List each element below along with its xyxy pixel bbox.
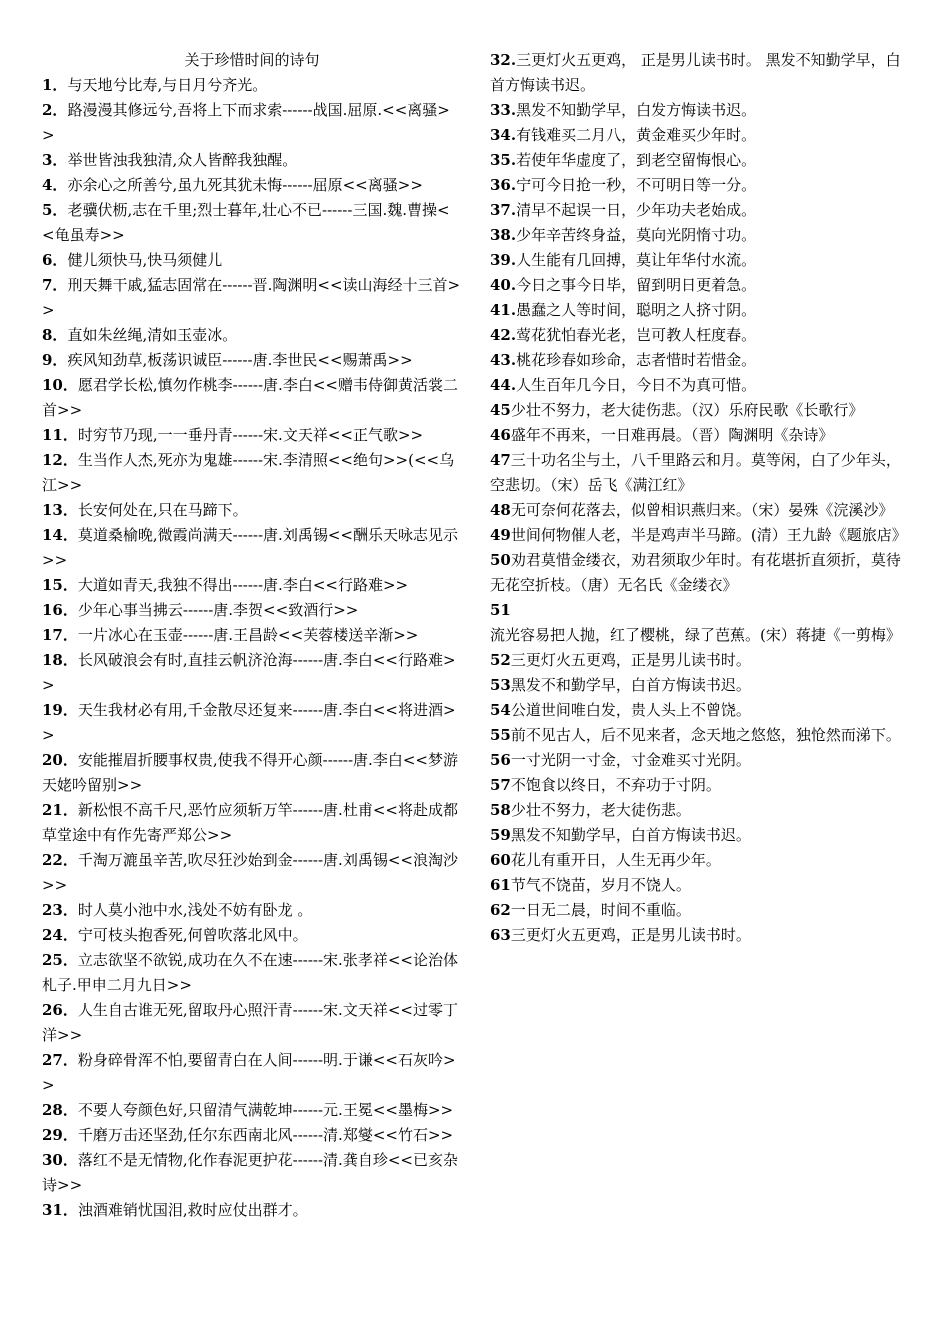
poem-entry <box>490 598 915 648</box>
poem-entry <box>42 898 462 923</box>
entry-text: 举世皆浊我独清,众人皆醉我独醒。 <box>67 151 298 169</box>
entry-text: 路漫漫其修远兮,吾将上下而求索------战国.屈原.<<离骚>> <box>42 101 450 144</box>
entry-text: 生当作人杰,死亦为鬼雄------宋.李清照<<绝句>>(<<乌江>> <box>42 451 455 494</box>
poem-entry <box>42 423 462 448</box>
entry-text: 少壮不努力，老大徒伤悲。 <box>510 801 691 819</box>
entry-text: 公道世间唯白发，贵人头上不曾饶。 <box>510 701 751 719</box>
poem-entry <box>42 448 462 498</box>
poem-entry <box>490 448 915 498</box>
left-column <box>42 48 462 1223</box>
entry-text: 黑发不知勤学早，白发方悔读书迟。 <box>516 101 757 119</box>
entry-text: 少壮不努力，老大徒伤悲。（汉）乐府民歌《长歌行》 <box>510 401 864 419</box>
poem-entry <box>490 423 915 448</box>
poem-entry <box>490 323 915 348</box>
entry-text: 不饱食以终日，不弃功于寸阴。 <box>510 776 721 794</box>
entry-text: 愿君学长松,慎勿作桃李------唐.李白<<赠韦侍御黄活裳二首>> <box>42 376 458 419</box>
poem-entry <box>42 73 462 98</box>
entry-number: 27． <box>42 1051 78 1069</box>
poem-entry <box>490 48 915 98</box>
poem-entry <box>42 1098 462 1123</box>
entry-number: 32. <box>490 51 517 69</box>
entry-number: 11． <box>42 426 78 444</box>
entry-number: 13． <box>42 501 78 519</box>
poem-entry <box>490 548 915 598</box>
poem-entry <box>490 698 915 723</box>
entry-text: 安能摧眉折腰事权贵,使我不得开心颜------唐.李白<<梦游天姥吟留别>> <box>42 751 458 794</box>
poem-entry <box>42 248 462 273</box>
entry-text: 疾风知劲草,板荡识诚臣------唐.李世民<<赐萧禹>> <box>67 351 413 369</box>
entry-number: 20． <box>42 751 78 769</box>
poem-entry <box>490 898 915 923</box>
poem-entry <box>42 373 462 423</box>
entry-number: 59 <box>490 826 511 844</box>
entry-text: 长安何处在,只在马蹄下。 <box>77 501 248 519</box>
poem-entry <box>490 923 915 948</box>
poem-entry <box>490 748 915 773</box>
entry-text: 大道如青天,我独不得出------唐.李白<<行路难>> <box>77 576 409 594</box>
poem-entry <box>490 848 915 873</box>
poem-entry <box>490 173 915 198</box>
entry-number: 60 <box>490 851 511 869</box>
poem-entry <box>490 398 915 423</box>
poem-entry <box>42 798 462 848</box>
right-poem-list <box>490 48 915 948</box>
entry-number: 8． <box>42 326 68 344</box>
entry-number: 45 <box>490 401 511 419</box>
entry-number: 44. <box>490 376 517 394</box>
entry-number: 52 <box>490 651 511 669</box>
entry-text: 无可奈何花落去，似曾相识燕归来。（宋）晏殊《浣溪沙》 <box>510 501 894 519</box>
entry-number: 4． <box>42 176 68 194</box>
poem-entry <box>490 773 915 798</box>
poem-entry <box>490 873 915 898</box>
entry-text: 新松恨不高千尺,恶竹应须斩万竿------唐.杜甫<<将赴成都草堂途中有作先寄严郑公>> <box>42 801 458 844</box>
poem-entry <box>42 1148 462 1198</box>
poem-entry <box>490 298 915 323</box>
entry-number: 23． <box>42 901 78 919</box>
entry-number: 58 <box>490 801 511 819</box>
entry-text: 与天地兮比寿,与日月兮齐光。 <box>67 76 268 94</box>
entry-text: 三十功名尘与土，八千里路云和月。莫等闲，白了少年头，空悲切。（宋）岳飞《满江红》 <box>490 451 901 494</box>
entry-number: 33. <box>490 101 517 119</box>
entry-text: 花儿有重开日，人生无再少年。 <box>510 851 721 869</box>
entry-text: 粉身碎骨浑不怕,要留青白在人间------明.于谦<<石灰吟>> <box>42 1051 456 1094</box>
poem-entry <box>490 98 915 123</box>
entry-text: 三更灯火五更鸡，正是男儿读书时。 <box>510 651 751 669</box>
entry-number: 41. <box>490 301 517 319</box>
poem-entry <box>490 348 915 373</box>
entry-text: 前不见古人，后不见来者，念天地之悠悠，独怆然而涕下。 <box>510 726 901 744</box>
poem-entry <box>42 623 462 648</box>
entry-text: 若使年华虚度了，到老空留悔恨心。 <box>516 151 757 169</box>
poem-entry <box>42 148 462 173</box>
poem-entry <box>42 648 462 698</box>
entry-number: 6． <box>42 251 68 269</box>
entry-text: 宁可今日抢一秒，不可明日等一分。 <box>516 176 757 194</box>
poem-entry <box>490 198 915 223</box>
entry-text: 三更灯火五更鸡， 正是男儿读书时。 黑发不知勤学早，白首方悔读书迟。 <box>490 51 901 94</box>
entry-number: 56 <box>490 751 511 769</box>
entry-text: 一日无二晨，时间不重临。 <box>510 901 691 919</box>
entry-text: 老骥伏枥,志在千里;烈士暮年,壮心不已------三国.魏.曹操<<龟虽寿>> <box>42 201 450 244</box>
entry-text: 千淘万漉虽辛苦,吹尽狂沙始到金------唐.刘禹锡<<浪淘沙>> <box>42 851 458 894</box>
poem-entry <box>490 673 915 698</box>
entry-number: 3． <box>42 151 68 169</box>
poem-entry <box>42 1198 462 1223</box>
poem-entry <box>42 98 462 148</box>
right-column <box>490 48 915 948</box>
poem-entry <box>490 373 915 398</box>
poem-entry <box>42 748 462 798</box>
poem-entry <box>490 148 915 173</box>
entry-text: 少年心事当拂云------唐.李贺<<致酒行>> <box>77 601 359 619</box>
entry-text: 有钱难买二月八，黄金难买少年时。 <box>516 126 757 144</box>
entry-number: 7． <box>42 276 68 294</box>
poem-entry <box>42 1048 462 1098</box>
entry-number: 12． <box>42 451 78 469</box>
entry-text: 三更灯火五更鸡，正是男儿读书时。 <box>510 926 751 944</box>
entry-text: 少年辛苦终身益，莫向光阴惰寸功。 <box>516 226 757 244</box>
poem-entry <box>490 798 915 823</box>
entry-number: 26． <box>42 1001 78 1019</box>
entry-text: 落红不是无情物,化作春泥更护花------清.龚自珍<<已亥杂诗>> <box>42 1151 458 1194</box>
entry-text: 世间何物催人老，半是鸡声半马蹄。(清）王九龄《题旅店》 <box>510 526 907 544</box>
entry-number: 63 <box>490 926 511 944</box>
entry-text: 一寸光阴一寸金，寸金难买寸光阴。 <box>510 751 751 769</box>
entry-number: 53 <box>490 676 511 694</box>
poem-entry <box>42 573 462 598</box>
entry-number: 18． <box>42 651 78 669</box>
poem-entry <box>490 648 915 673</box>
entry-number: 43. <box>490 351 517 369</box>
entry-number: 9． <box>42 351 68 369</box>
poem-entry <box>42 998 462 1048</box>
entry-text: 莫道桑榆晚,微霞尚满天------唐.刘禹锡<<酬乐天咏志见示>> <box>42 526 458 569</box>
entry-text: 黑发不和勤学早，白首方悔读书迟。 <box>510 676 751 694</box>
entry-text: 节气不饶苗，岁月不饶人。 <box>510 876 691 894</box>
poem-entry <box>42 923 462 948</box>
entry-number: 24． <box>42 926 78 944</box>
poem-entry <box>490 273 915 298</box>
entry-text: 千磨万击还坚劲,任尔东西南北风------清.郑燮<<竹石>> <box>77 1126 454 1144</box>
document-title: 关于珍惜时间的诗句 <box>184 51 320 69</box>
entry-number: 62 <box>490 901 511 919</box>
entry-number: 22． <box>42 851 78 869</box>
entry-number: 34. <box>490 126 517 144</box>
entry-number: 55 <box>490 726 511 744</box>
poem-entry <box>42 523 462 573</box>
entry-text: 流光容易把人抛，红了樱桃，绿了芭蕉。(宋）蒋捷《一剪梅》 <box>490 626 901 644</box>
entry-number: 21． <box>42 801 78 819</box>
poem-entry <box>42 323 462 348</box>
entry-number: 37. <box>490 201 517 219</box>
entry-text: 立志欲坚不欲锐,成功在久不在速------宋.张孝祥<<论治体札子.甲申二月九日>> <box>42 951 458 994</box>
entry-number: 15． <box>42 576 78 594</box>
entry-text: 劝君莫惜金缕衣，劝君须取少年时。有花堪折直须折，莫待无花空折枝。（唐）无名氏《金缕衣》 <box>490 551 901 594</box>
poem-entry <box>42 1123 462 1148</box>
entry-text: 莺花犹怕春光老，岂可教人枉度春。 <box>516 326 757 344</box>
entry-text: 黑发不知勤学早，白首方悔读书迟。 <box>510 826 751 844</box>
entry-number: 1． <box>42 76 68 94</box>
entry-number: 25． <box>42 951 78 969</box>
poem-entry <box>490 248 915 273</box>
entry-number: 40. <box>490 276 517 294</box>
entry-text: 一片冰心在玉壶------唐.王昌龄<<芙蓉楼送辛渐>> <box>77 626 419 644</box>
entry-number: 14． <box>42 526 78 544</box>
entry-number: 5． <box>42 201 68 219</box>
poem-entry <box>490 498 915 523</box>
entry-text: 宁可枝头抱香死,何曾吹落北风中。 <box>77 926 308 944</box>
entry-text: 刑天舞干戚,猛志固常在------晋.陶渊明<<读山海经十三首>> <box>42 276 461 319</box>
entry-text: 人生百年几今日，今日不为真可惜。 <box>516 376 757 394</box>
entry-number: 17． <box>42 626 78 644</box>
entry-number: 49 <box>490 526 511 544</box>
entry-text: 天生我材必有用,千金散尽还复来------唐.李白<<将进酒>> <box>42 701 456 744</box>
entry-number: 10． <box>42 376 78 394</box>
poem-entry <box>490 823 915 848</box>
entry-number: 38. <box>490 226 517 244</box>
left-poem-list <box>42 73 462 1223</box>
entry-number: 36. <box>490 176 517 194</box>
entry-text: 人生自古谁无死,留取丹心照汗青------宋.文天祥<<过零丁洋>> <box>42 1001 458 1044</box>
entry-text: 桃花珍春如珍命，志者惜时若惜金。 <box>516 351 757 369</box>
entry-number: 54 <box>490 701 511 719</box>
poem-entry <box>490 123 915 148</box>
entry-text: 今日之事今日毕，留到明日更着急。 <box>516 276 757 294</box>
entry-text: 盛年不再来，一日难再晨。（晋）陶渊明《杂诗》 <box>510 426 834 444</box>
entry-number: 47 <box>490 451 511 469</box>
entry-text: 时人莫小池中水,浅处不妨有卧龙 。 <box>77 901 313 919</box>
entry-number: 30． <box>42 1151 78 1169</box>
entry-number: 51 <box>490 601 511 619</box>
poem-entry <box>490 523 915 548</box>
entry-text: 亦余心之所善兮,虽九死其犹未悔------屈原<<离骚>> <box>67 176 423 194</box>
entry-text: 健儿须快马,快马须健儿 <box>67 251 223 269</box>
entry-text: 清早不起误一日，少年功夫老始成。 <box>516 201 757 219</box>
entry-text: 浊酒难销忧国泪,救时应仗出群才。 <box>77 1201 308 1219</box>
entry-number: 42. <box>490 326 517 344</box>
entry-text: 不要人夸颜色好,只留清气满乾坤------元.王冕<<墨梅>> <box>77 1101 454 1119</box>
poem-entry <box>42 948 462 998</box>
entry-text: 长风破浪会有时,直挂云帆济沧海------唐.李白<<行路难>> <box>42 651 456 694</box>
entry-text: 直如朱丝绳,清如玉壶冰。 <box>67 326 238 344</box>
poem-entry <box>42 698 462 748</box>
entry-number: 31． <box>42 1201 78 1219</box>
poem-entry <box>42 273 462 323</box>
entry-number: 2． <box>42 101 68 119</box>
poem-entry <box>42 498 462 523</box>
entry-number: 19． <box>42 701 78 719</box>
entry-number: 39. <box>490 251 517 269</box>
poem-entry <box>42 598 462 623</box>
poem-entry <box>490 723 915 748</box>
poem-entry <box>42 348 462 373</box>
entry-text: 时穷节乃现,一一垂丹青------宋.文天祥<<正气歌>> <box>77 426 424 444</box>
poem-entry <box>42 198 462 248</box>
entry-number: 57 <box>490 776 511 794</box>
entry-number: 35. <box>490 151 517 169</box>
poem-entry <box>490 223 915 248</box>
entry-number: 28． <box>42 1101 78 1119</box>
entry-number: 48 <box>490 501 511 519</box>
entry-text: 愚蠢之人等时间，聪明之人挤寸阴。 <box>516 301 757 319</box>
entry-number: 16． <box>42 601 78 619</box>
entry-number: 29． <box>42 1126 78 1144</box>
entry-number: 50 <box>490 551 511 569</box>
poem-entry <box>42 173 462 198</box>
poem-entry <box>42 848 462 898</box>
entry-number: 46 <box>490 426 511 444</box>
entry-text: 人生能有几回搏，莫让年华付水流。 <box>516 251 757 269</box>
entry-number: 61 <box>490 876 511 894</box>
